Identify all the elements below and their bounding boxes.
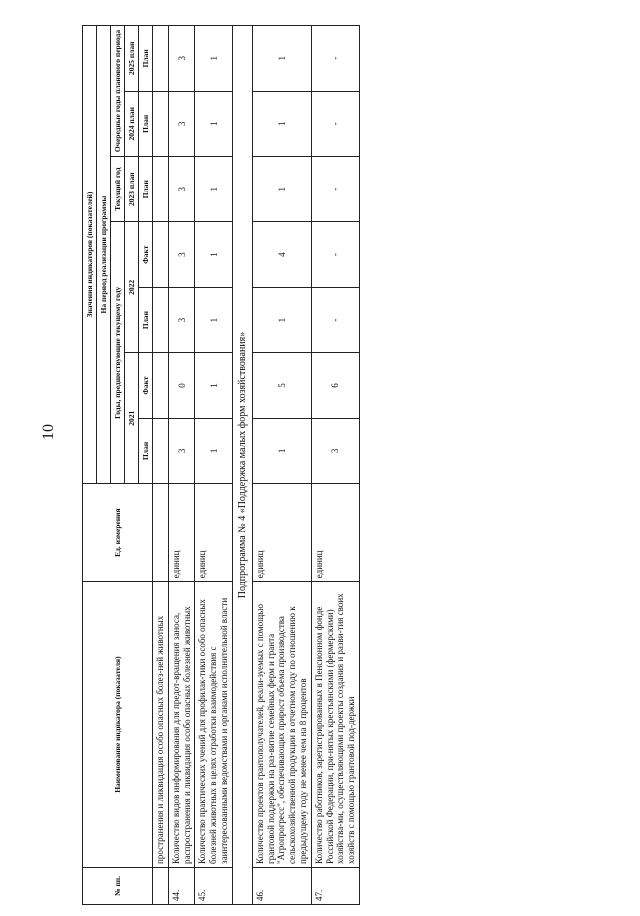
row-number: 47.: [311, 867, 359, 904]
unit-cell: единиц: [252, 484, 311, 582]
value-cell: 0: [168, 353, 195, 418]
value-cell: [153, 287, 169, 352]
header-2023: 2023 план: [125, 157, 139, 222]
value-cell: -: [311, 26, 359, 92]
header-prev-years: Годы, предшествующие текущему году: [111, 222, 125, 484]
value-cell: 3: [168, 418, 195, 483]
table-row: [195, 26, 232, 905]
header-fact: Факт: [139, 353, 153, 418]
value-cell: 1: [195, 157, 232, 222]
value-cell: 3: [168, 91, 195, 156]
value-cell: 3: [168, 26, 195, 92]
table-row: [168, 26, 195, 905]
row-number: 46.: [252, 867, 311, 904]
page-number: 10: [40, 424, 57, 440]
indicator-name: Количество практических учений для профилак-тики особо опасных болезней животных в целях отработки взаимодействия с заинтересованными ведомствами и органами исполнительной власти: [195, 582, 232, 868]
value-cell: [153, 91, 169, 156]
section-row: [232, 26, 252, 905]
row-number: [153, 867, 169, 904]
value-cell: -: [311, 287, 359, 352]
value-cell: 1: [195, 91, 232, 156]
value-cell: 1: [195, 222, 232, 287]
indicators-table: [82, 25, 360, 905]
value-cell: 1: [195, 287, 232, 352]
value-cell: 3: [168, 157, 195, 222]
value-cell: 1: [252, 287, 311, 352]
table-row: [311, 26, 359, 905]
value-cell: 6: [311, 353, 359, 418]
header-2022: 2022: [125, 222, 139, 353]
value-cell: 1: [195, 418, 232, 483]
header-plan: План: [139, 157, 153, 222]
header-values: Значения индикаторов (показателей): [83, 26, 97, 484]
value-cell: 1: [195, 26, 232, 92]
row-number: 44.: [168, 867, 195, 904]
header-2024: 2024 план: [125, 91, 139, 156]
header-plan: План: [139, 287, 153, 352]
value-cell: 5: [252, 353, 311, 418]
indicator-name: Количество проектов грантополучателей, реали-зуемых с помощью грантовой поддержки на раз-витие семейных ферм и гранта "Агропрогресс", обеспечивающих прирост объема производства сельскохозяйственной продукции в отчетном году по отношению к предыдущему году не менее чем на 8 процентов: [252, 582, 311, 868]
header-fact: Факт: [139, 222, 153, 287]
unit-cell: [153, 484, 169, 582]
indicator-name: Количество видов информирования для предот-вращения заноса, распространения и ликвидация особо опасных болезней животных: [168, 582, 195, 868]
value-cell: 1: [252, 91, 311, 156]
header-unit: Ед. измерения: [83, 484, 153, 582]
value-cell: 3: [311, 418, 359, 483]
value-cell: 1: [252, 418, 311, 483]
section-title: Подпрограмма № 4 «Поддержка малых форм хозяйствования»: [232, 26, 252, 905]
header-period: На период реализации программы: [97, 26, 111, 484]
value-cell: [153, 418, 169, 483]
value-cell: 1: [252, 26, 311, 92]
header-current-year: Текущий год: [111, 157, 125, 222]
table-row: [252, 26, 311, 905]
header-2025: 2025 план: [125, 26, 139, 92]
unit-cell: единиц: [195, 484, 232, 582]
header-plan: План: [139, 418, 153, 483]
value-cell: 1: [252, 157, 311, 222]
header-2021: 2021: [125, 353, 139, 484]
header-num: № пп.: [83, 867, 153, 904]
header-next-years: Очередные годы планового периода: [111, 26, 125, 157]
value-cell: 3: [168, 287, 195, 352]
value-cell: -: [311, 91, 359, 156]
header-name: Наименование индикатора (показателя): [83, 582, 153, 868]
row-number: 45.: [195, 867, 232, 904]
value-cell: -: [311, 222, 359, 287]
indicator-name: пространения и ликвидация особо опасных болез-ней животных: [153, 582, 169, 868]
value-cell: 1: [195, 353, 232, 418]
table-row: [153, 26, 169, 905]
rotated-table-container: [82, 25, 592, 905]
value-cell: [153, 26, 169, 92]
unit-cell: единиц: [168, 484, 195, 582]
header-plan: План: [139, 26, 153, 92]
unit-cell: единиц: [311, 484, 359, 582]
value-cell: [153, 157, 169, 222]
header-plan: План: [139, 91, 153, 156]
value-cell: 3: [168, 222, 195, 287]
value-cell: [153, 353, 169, 418]
value-cell: 4: [252, 222, 311, 287]
value-cell: [153, 222, 169, 287]
value-cell: -: [311, 157, 359, 222]
indicator-name: Количество работников, зарегистрированных в Пенсионном фонде Российской Федерации, при-нятых крестьянскими (фермерскими) хозяйства-ми, осуществляющими проекты создания и разви-тия своих хозяйств с помощью грантовой под-держки: [311, 582, 359, 868]
